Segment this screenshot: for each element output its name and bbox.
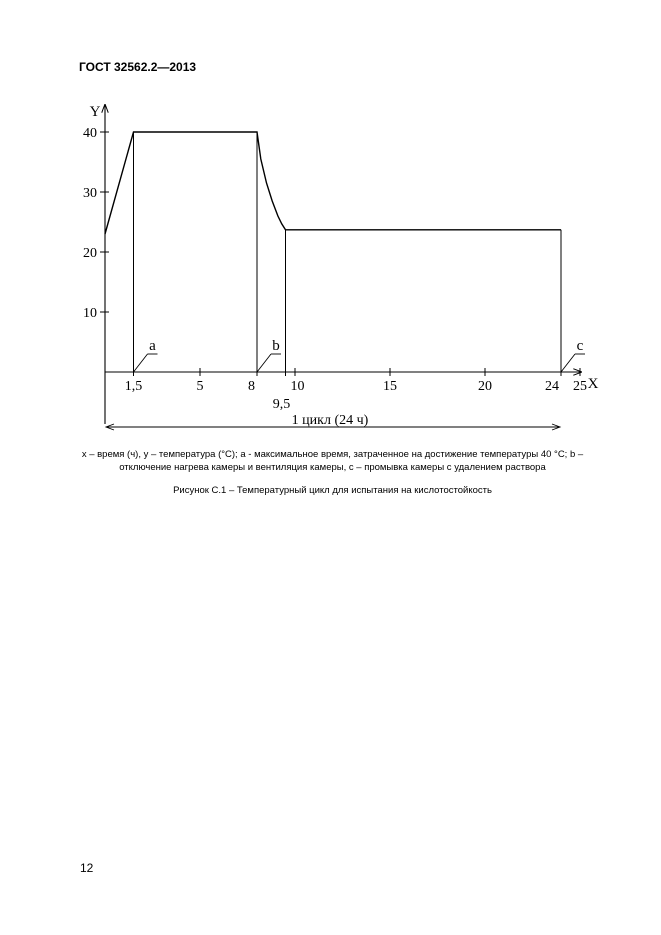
x-tick-label: 24	[545, 379, 559, 394]
temperature-cycle-chart	[0, 0, 661, 440]
y-tick-label: 10	[83, 306, 97, 321]
x-tick-label: 10	[290, 379, 305, 394]
x-axis-title: X	[587, 376, 599, 392]
marker-leader-line	[134, 354, 148, 372]
x-tick-label: 5	[196, 379, 204, 394]
x-tick-label: 1,5	[124, 379, 143, 394]
marker-leader-line	[561, 354, 575, 372]
marker-label-c: c	[576, 338, 584, 354]
x-tick-label: 15	[383, 379, 397, 394]
figure-legend: x – время (ч), y – температура (°С); a - максимальное время, затраченное на достижение температуры 40 °С; b – отключение нагрева камеры и вентиляция камеры, c – промывка камеры с удалением раствора	[81, 449, 584, 473]
y-tick-label: 20	[83, 246, 97, 261]
document-code: ГОСТ 32562.2—2013	[79, 60, 197, 74]
y-tick-label: 30	[83, 186, 97, 201]
marker-label-b: b	[272, 338, 280, 354]
x-tick-label: 25	[573, 379, 587, 394]
y-tick-label: 40	[83, 126, 97, 141]
figure-caption: Рисунок С.1 – Температурный цикл для испытания на кислотостойкость	[173, 485, 492, 496]
cycle-span-label: 1 цикл (24 ч)	[291, 413, 369, 428]
temperature-curve	[105, 132, 561, 234]
x-tick-label: 20	[478, 379, 492, 394]
marker-leader-line	[257, 354, 271, 372]
marker-label-a: a	[149, 338, 156, 354]
y-axis-title: Y	[89, 104, 101, 120]
x-tick-label: 8	[248, 379, 255, 394]
x-tick-label: 9,5	[272, 397, 291, 412]
page-number: 12	[80, 861, 94, 875]
